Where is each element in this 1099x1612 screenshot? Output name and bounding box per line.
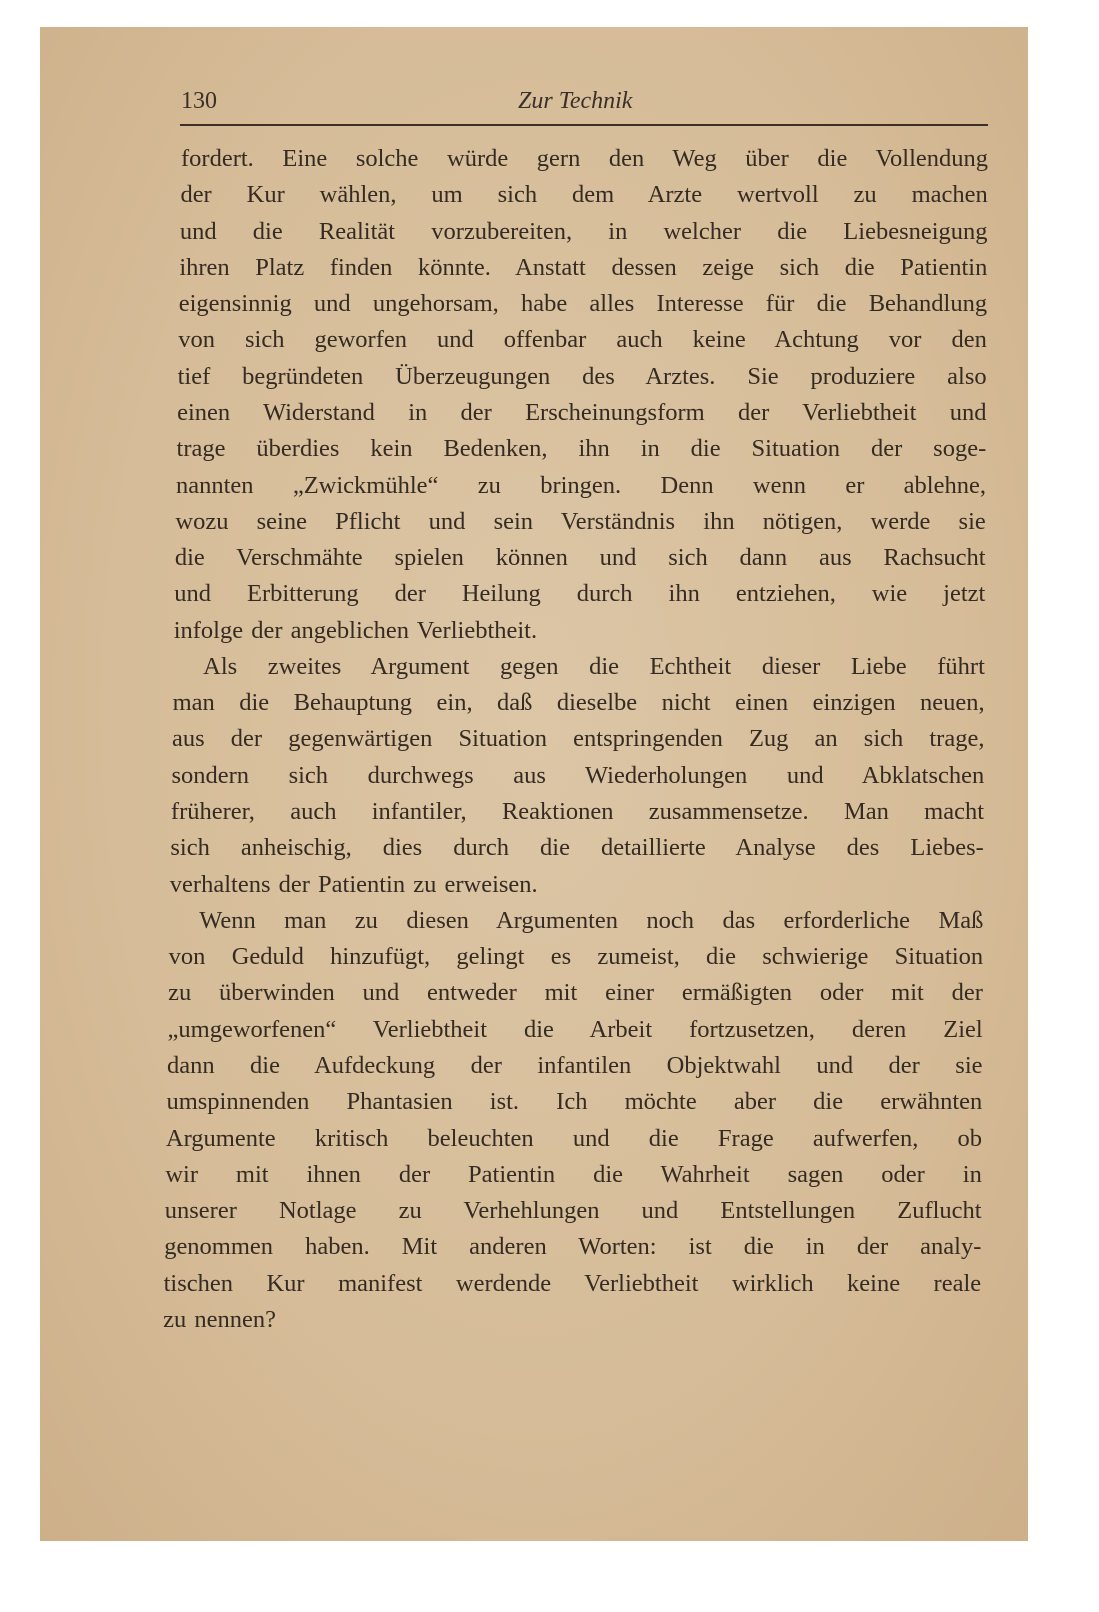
text-line: sondern sich durchwegs aus Wiederholungen und Abklatschen (171, 761, 985, 789)
text-line: „umgeworfenen“ Verliebtheit die Arbeit fortzusetzen, deren Ziel (167, 1015, 983, 1043)
text-line: man die Behauptung ein, daß dieselbe nicht einen einzigen neuen, (172, 689, 985, 717)
text-line: infolge der angeblichen Verliebtheit. (173, 616, 538, 644)
text-line: ihren Platz finden könnte. Anstatt dessen zeige sich die Patientin (179, 253, 988, 281)
text-line: eigensinnig und ungehorsam, habe alles Interesse für die Behandlung (178, 290, 988, 318)
text-line: verhaltens der Patientin zu erweisen. (169, 870, 538, 898)
text-line: Als zweites Argument gegen die Echtheit dieser Liebe führt (203, 652, 985, 680)
text-line: unserer Notlage zu Verhehlungen und Entstellungen Zuflucht (164, 1197, 982, 1225)
text-line: früherer, auch infantiler, Reaktionen zusammensetze. Man macht (170, 798, 985, 826)
text-line: tischen Kur manifest werdende Verliebtheit wirklich keine reale (163, 1269, 982, 1297)
text-line: der Kur wählen, um sich dem Arzte wertvoll zu machen (180, 181, 988, 209)
text-line: sich anheischig, dies durch die detaillierte Analyse des Liebes- (170, 834, 984, 862)
text-line: und die Realität vorzubereiten, in welcher die Liebesneigung (179, 217, 988, 245)
text-line: wozu seine Pflicht und sein Verständnis ihn nötigen, werde sie (175, 507, 986, 535)
text-line: wir mit ihnen der Patientin die Wahrheit sagen oder in (165, 1160, 982, 1188)
text-line: tief begründeten Überzeugungen des Arztes. Sie produziere also (177, 362, 987, 390)
text-line: aus der gegenwärtigen Situation entspringenden Zug an sich trage, (172, 725, 985, 753)
text-line: dann die Aufdeckung der infantilen Objektwahl und der sie (167, 1052, 983, 1079)
header-rule (180, 124, 988, 126)
text-line: die Verschmähte spielen können und sich dann aus Rachsucht (174, 544, 986, 572)
page-number: 130 (181, 88, 217, 114)
text-line: von Geduld hinzufügt, gelingt es zumeist, die schwierige Situation (168, 943, 984, 971)
text-line: Wenn man zu diesen Argumenten noch das erforderliche Maß (199, 906, 984, 934)
text-line: zu nennen? (163, 1305, 276, 1333)
text-line: einen Widerstand in der Erscheinungsform der Verliebtheit und (177, 398, 987, 426)
text-line: von sich geworfen und offenbar auch keine Achtung vor den (178, 326, 987, 354)
text-line: trage überdies kein Bedenken, ihn in die Situation der soge- (176, 435, 987, 463)
text-line: genommen haben. Mit anderen Worten: ist die in der analy- (164, 1233, 982, 1261)
text-line: Argumente kritisch beleuchten und die Frage aufwerfen, ob (165, 1124, 983, 1152)
running-title: Zur Technik (518, 88, 633, 114)
text-line: nannten „Zwickmühle“ zu bringen. Denn wenn er ablehne, (175, 471, 986, 499)
text-line: zu überwinden und entweder mit einer ermäßigten oder mit der (168, 979, 983, 1007)
text-line: und Erbitterung der Heilung durch ihn entziehen, wie jetzt (174, 580, 986, 608)
text-line: umspinnenden Phantasien ist. Ich möchte aber die erwähnten (166, 1088, 983, 1116)
text-line: fordert. Eine solche würde gern den Weg über die Vollendung (181, 145, 988, 172)
